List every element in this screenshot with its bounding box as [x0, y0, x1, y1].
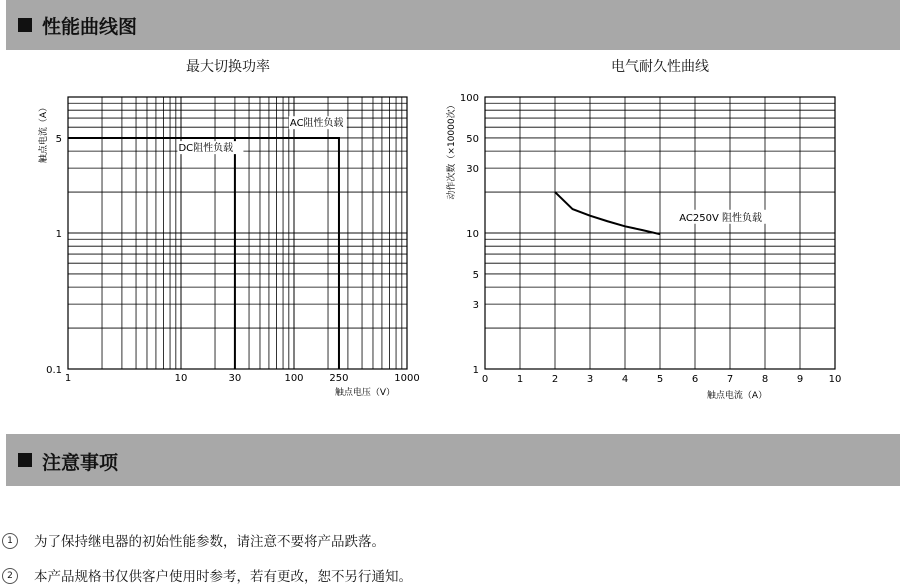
y-tick-label: 5	[472, 269, 479, 281]
note-item	[0, 565, 412, 585]
x-tick-label: 10	[174, 373, 188, 384]
note-item	[0, 530, 385, 550]
y-tick-label: 100	[459, 93, 479, 104]
section-title: 注意事项	[42, 452, 119, 474]
series-label-ac250v: AC250V 阻性负载	[679, 212, 763, 224]
x-axis-label: 触点电流（A）	[706, 391, 768, 401]
note-number: 1	[2, 533, 18, 549]
y-axis-label: 动作次数（×10000次）	[447, 100, 457, 200]
y-tick-label: 1	[55, 229, 62, 240]
y-tick-label: 10	[466, 229, 479, 240]
x-tick-label: 2	[551, 374, 559, 385]
x-tick-label: 1	[64, 373, 72, 384]
series-label-ac: AC阻性负载	[289, 118, 344, 130]
series-label-dc: DC阻性负载	[178, 143, 234, 155]
chart1-title: 最大切换功率	[186, 59, 270, 75]
chart2-title: 电气耐久性曲线	[611, 59, 709, 75]
x-tick-label: 1000	[394, 373, 420, 384]
y-tick-label: 50	[466, 133, 479, 145]
x-tick-label: 1	[516, 374, 524, 385]
x-tick-label: 30	[228, 373, 242, 384]
y-tick-label: 3	[472, 300, 479, 312]
x-tick-label: 7	[726, 374, 734, 385]
y-tick-label: 0.1	[46, 365, 62, 376]
y-tick-label: 30	[466, 164, 479, 176]
y-axis-label: 触点电流（A）	[39, 102, 49, 164]
section-title: 性能曲线图	[42, 16, 138, 38]
x-tick-label: 3	[586, 374, 594, 385]
x-tick-label: 9	[796, 374, 804, 385]
y-tick-label: 5	[55, 133, 62, 145]
x-tick-label: 8	[761, 374, 769, 385]
x-tick-label: 4	[621, 374, 629, 385]
y-tick-label: 1	[472, 365, 479, 376]
section-header-notes	[6, 434, 900, 486]
x-tick-label: 6	[691, 374, 699, 385]
note-number: 2	[2, 568, 18, 584]
note-text: 为了保持继电器的初始性能参数，请注意不要将产品跌落。	[34, 534, 385, 550]
series-line-ac250v	[555, 192, 660, 234]
square-bullet-icon	[18, 453, 32, 467]
x-axis-label: 触点电压（V）	[334, 388, 395, 398]
note-text: 本产品规格书仅供客户使用时参考，若有更改，恕不另行通知。	[34, 569, 412, 585]
x-tick-label: 100	[284, 373, 304, 384]
x-tick-label: 250	[329, 373, 349, 384]
x-tick-label: 0	[481, 374, 489, 385]
x-tick-label: 10	[828, 374, 842, 385]
x-tick-label: 5	[656, 374, 664, 385]
